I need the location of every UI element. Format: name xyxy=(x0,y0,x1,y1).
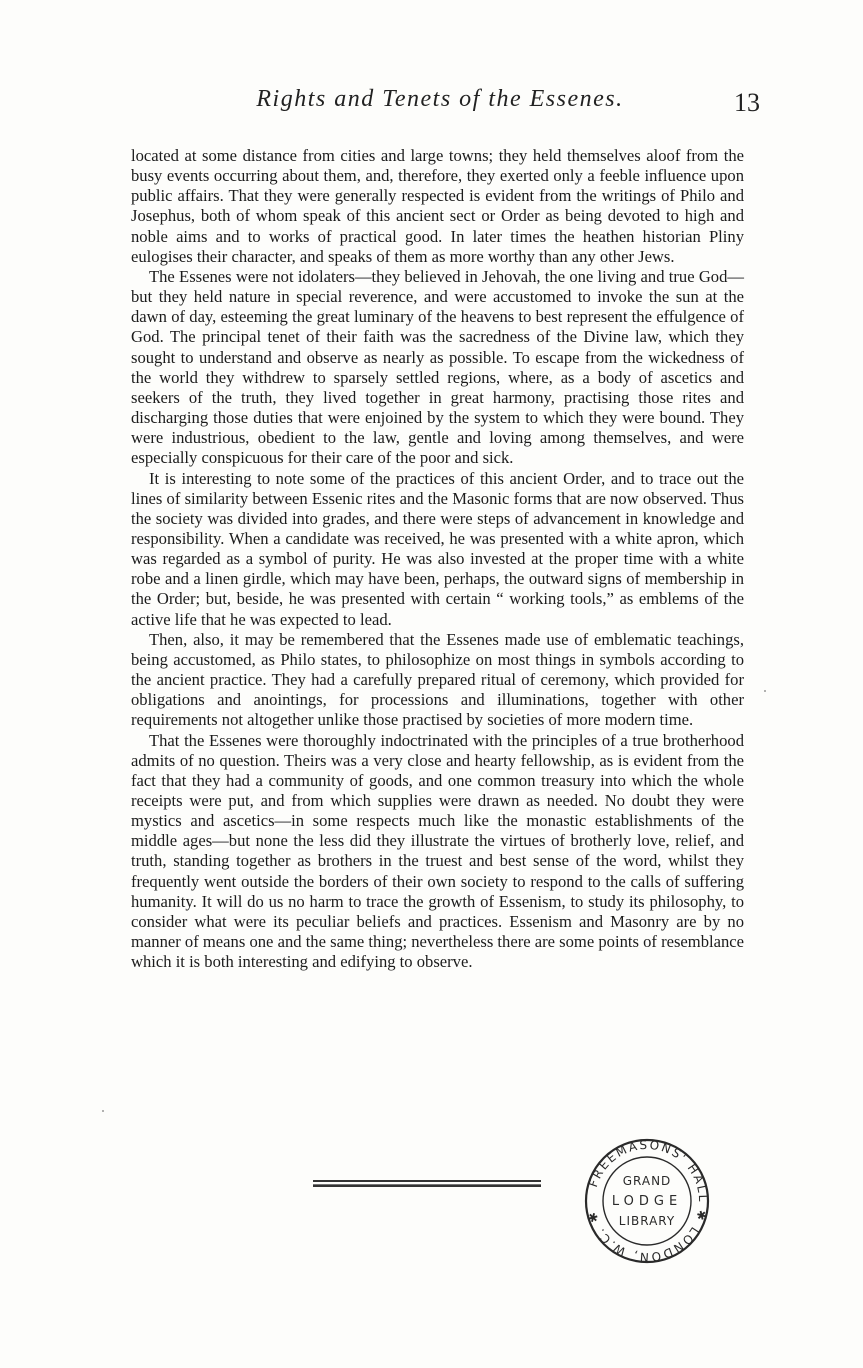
library-stamp-icon xyxy=(583,1137,711,1265)
svg-text:GRAND: GRAND xyxy=(622,1174,672,1188)
running-head xyxy=(130,86,760,126)
paragraph-4: Then, also, it may be remembered that the Essenes made use of emblematic teachings, being accustomed, as Philo states, to philosophize on most things in symbols according to the ancient practice. They had a carefully prepared ritual of ceremony, which provided for obligations and anointings, for processions and illuminations, together with other requirements not altogether unlike those practised by societies of more modern time. xyxy=(131,629,744,730)
paragraph-5: That the Essenes were thoroughly indoctrinated with the principles of a true brotherhood admits of no question. Theirs was a very close and hearty fellowship, as is evident from the fact that they had a community of goods, and one common treasury into which the whole receipts were put, and from which supplies were drawn as needed. No doubt they were mystics and ascetics—in some respects much like the monastic establishments of the middle ages—but none the less did they illustrate the virtues of brotherly love, relief, and truth, standing together as brothers in the truest and best sense of the word, whilst they frequently went outside the borders of their own society to respond to the calls of suffering humanity. It will do us no harm to trace the growth of Essenism, to study its philosophy, to consider what were its peculiar beliefs and practices. Essenism and Masonry are by no manner of means one and the same thing; nevertheless there are some points of resemblance which it is both interesting and edifying to observe. xyxy=(131,730,744,972)
svg-text:FREEMASONS' HALL ✱ LONDON, W.C: FREEMASONS' HALL ✱ LONDON, W.C. ✱ xyxy=(584,1137,711,1265)
end-rule xyxy=(313,1180,541,1187)
paragraph-1: located at some distance from cities and large towns; they held themselves aloof from the busy events occurring about them, and, therefore, they exerted only a feeble influence upon public affairs. That they were generally respected is evident from the writings of Philo and Josephus, both of whom speak of this ancient sect or Order as being devoted to high and noble aims and to works of practical good. In later times the heathen historian Pliny eulogises their character, and speaks of them as more worthy than any other Jews. xyxy=(131,146,744,266)
svg-text:LIBRARY: LIBRARY xyxy=(618,1214,676,1228)
page-number: 13 xyxy=(734,88,760,117)
library-stamp xyxy=(583,1137,711,1265)
running-title: Rights and Tenets of the Essenes. xyxy=(256,86,624,112)
paragraph-3: It is interesting to note some of the practices of this ancient Order, and to trace out the lines of similarity between Essenic rites and the Masonic forms that are now observed. Thus the society was divided into grades, and there were steps of advancement in knowledge and responsibility. When a candidate was received, he was presented with a white apron, which was regarded as a symbol of purity. He was also invested at the proper time with a white robe and a linen girdle, which may have been, perhaps, the outward signs of membership in the Order; but, beside, he was presented with certain “ working tools,” as emblems of the active life that he was expected to lead. xyxy=(131,468,744,629)
body-text xyxy=(131,146,744,972)
paragraph-2: The Essenes were not idolaters—they believed in Jehovah, the one living and true God—but they held nature in special reverence, and were accustomed to invoke the sun at the dawn of day, esteeming the great luminary of the heavens to best represent the effulgence of God. The principal tenet of their faith was the sacredness of the Divine law, which they sought to understand and observe as nearly as possible. To escape from the wickedness of the world they withdrew to sparsely settled regions, where, as a body of ascetics and seekers of the truth, they lived together in great harmony, practising those rites and discharging those duties that were enjoined by the system to which they were bound. They were industrious, obedient to the law, gentle and loving among themselves, and were especially conspicuous for their care of the poor and sick. xyxy=(131,266,744,468)
paper-speck xyxy=(764,690,766,692)
paper-speck xyxy=(102,1110,104,1112)
svg-text:LODGE: LODGE xyxy=(611,1194,683,1209)
